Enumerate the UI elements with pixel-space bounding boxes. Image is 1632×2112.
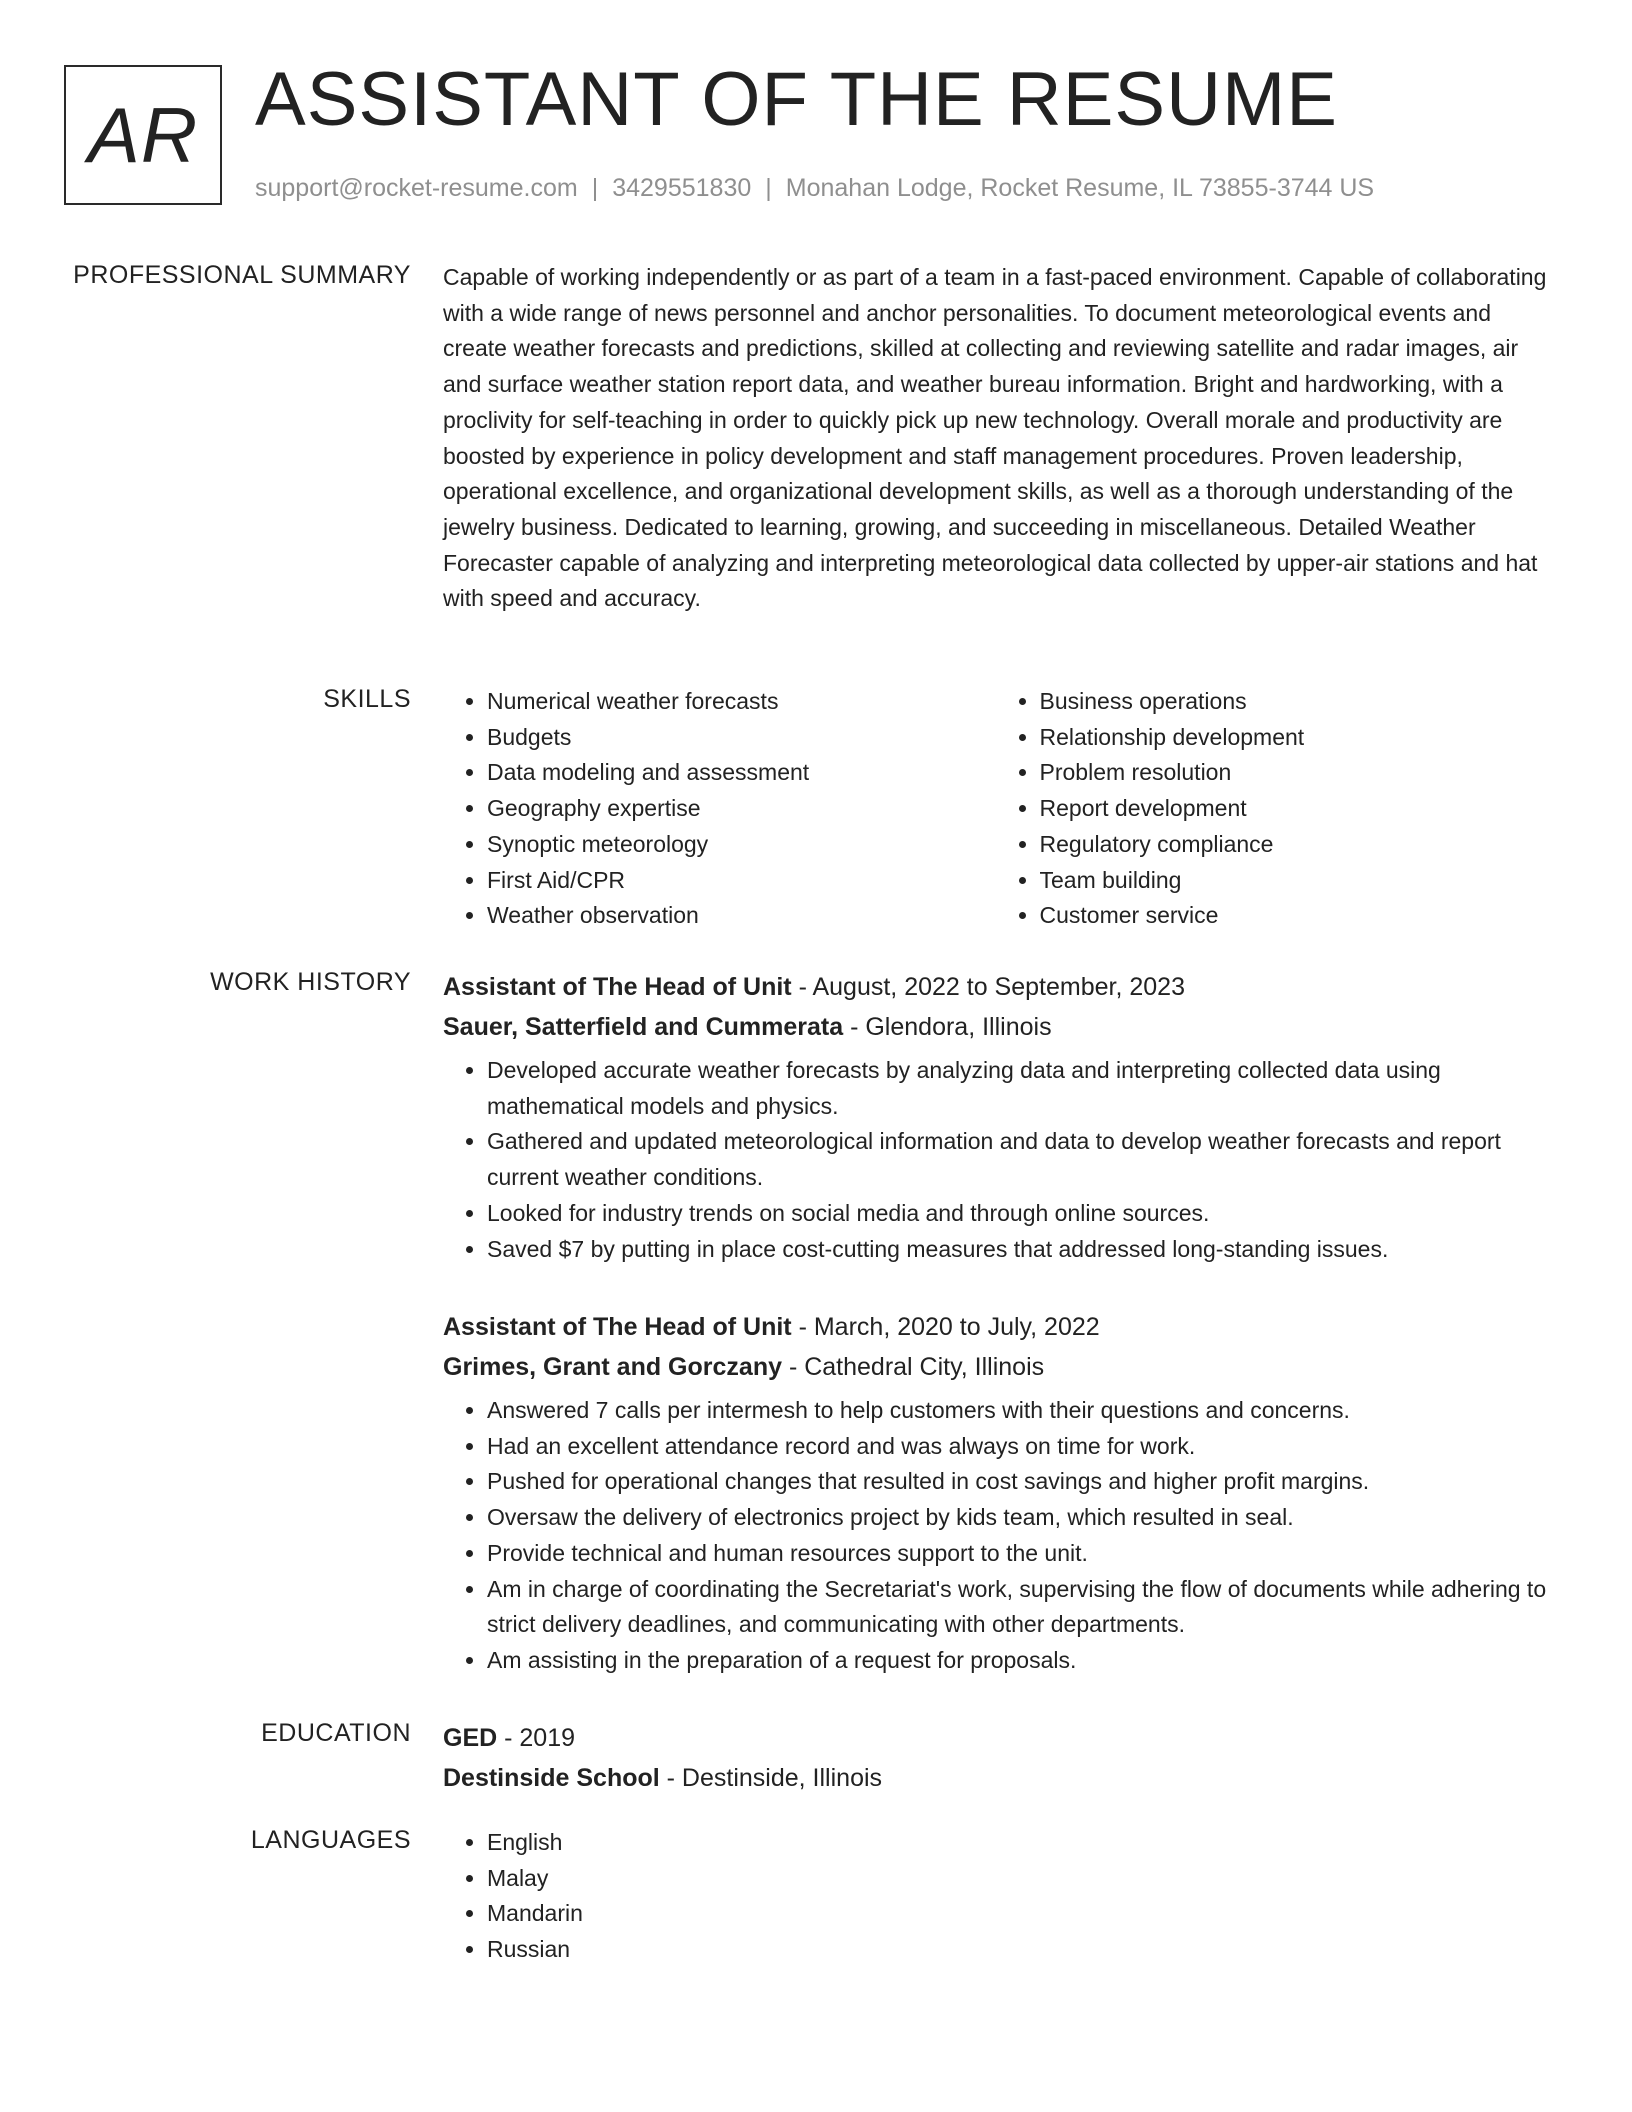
list-item: • Numerical weather forecasts — [487, 684, 996, 720]
job-company: Sauer, Satterfield and Cummerata — [443, 1013, 844, 1041]
list-item: • Report development — [1040, 791, 1549, 827]
job-dates: - March, 2020 to July, 2022 — [791, 1313, 1100, 1341]
resume-name: ASSISTANT OF THE RESUME — [255, 57, 1338, 142]
job-bullets — [443, 1053, 1548, 1267]
summary-body — [443, 260, 1548, 617]
job-company: Grimes, Grant and Gorczany — [443, 1353, 782, 1381]
list-item: • Saved $7 by putting in place cost-cutting measures that addressed long-standing issues. — [487, 1232, 1548, 1268]
list-item: • Budgets — [487, 720, 996, 756]
job-title: Assistant of The Head of Unit — [443, 973, 792, 1001]
list-item: • Russian — [487, 1932, 1548, 1968]
separator: | — [591, 174, 599, 202]
job-title-line — [443, 1307, 1548, 1347]
separator: | — [765, 174, 772, 202]
list-item: • Data modeling and assessment — [487, 755, 996, 791]
list-item: • Problem resolution — [1040, 755, 1549, 791]
job-dates: - August, 2022 to September, 2023 — [791, 973, 1185, 1001]
list-item: • Am in charge of coordinating the Secretariat's work, supervising the flow of documents while adhering to strict delivery deadlines, and communicating with other departments. — [487, 1572, 1548, 1643]
skills-list-right — [996, 684, 1549, 934]
job-title-line — [443, 967, 1548, 1007]
contact-line — [255, 173, 1374, 203]
job-location: - Cathedral City, Illinois — [782, 1353, 1045, 1381]
school: Destinside School — [443, 1764, 660, 1792]
school-location: - Destinside, Illinois — [659, 1764, 883, 1792]
degree: GED — [443, 1724, 498, 1752]
list-item: • Malay — [487, 1861, 1548, 1897]
work-body-2 — [443, 1307, 1548, 1679]
list-item: • Am assisting in the preparation of a request for proposals. — [487, 1643, 1548, 1679]
monogram: AR — [64, 65, 222, 205]
list-item: • Developed accurate weather forecasts by analyzing data and interpreting collected data using mathematical models and physics. — [487, 1053, 1548, 1124]
skills-list-left — [443, 684, 996, 934]
list-item: • Oversaw the delivery of electronics project by kids team, which resulted in seal. — [487, 1500, 1548, 1536]
list-item: • Relationship development — [1040, 720, 1549, 756]
job-company-line — [443, 1347, 1548, 1387]
languages-list — [443, 1825, 1548, 1968]
list-item: • Regulatory compliance — [1040, 827, 1549, 863]
email[interactable]: support@rocket-resume.com — [255, 174, 578, 202]
list-item: • Pushed for operational changes that resulted in cost savings and higher profit margins. — [487, 1464, 1548, 1500]
list-item: • Customer service — [1040, 898, 1549, 934]
list-item: • Gathered and updated meteorological information and data to develop weather forecasts and report current weather conditions. — [487, 1124, 1548, 1195]
job-title: Assistant of The Head of Unit — [443, 1313, 792, 1341]
summary-label: PROFESSIONAL SUMMARY — [73, 261, 411, 289]
list-item: • Had an excellent attendance record and was always on time for work. — [487, 1429, 1548, 1465]
work-body — [443, 967, 1548, 1267]
list-item: • Looked for industry trends on social media and through online sources. — [487, 1196, 1548, 1232]
phone[interactable]: 3429551830 — [612, 174, 752, 202]
languages-label: LANGUAGES — [250, 1826, 411, 1854]
languages-body — [443, 1825, 1548, 1968]
job-bullets — [443, 1393, 1548, 1679]
education-body — [443, 1718, 1548, 1798]
list-item: • Team building — [1040, 863, 1549, 899]
address: Monahan Lodge, Rocket Resume, IL 73855-3744 US — [785, 174, 1375, 202]
skills-label: SKILLS — [323, 685, 411, 713]
job-entry — [443, 967, 1548, 1267]
school-line — [443, 1758, 1548, 1798]
list-item: • Business operations — [1040, 684, 1549, 720]
summary-text: Capable of working independently or as part of a team in a fast-paced environment. Capable of collaborating with a wide range of news personnel and anchor personalities. To document meteorological events and create weather forecasts and predictions, skilled at collecting and reviewing satellite and radar images, air and surface weather station report data, and weather bureau information. Bright and hardworking, with a proclivity for self-teaching in order to quickly pick up new technology. Overall morale and productivity are boosted by experience in policy development and staff management procedures. Proven leadership, operational excellence, and organizational development skills, as well as a thorough understanding of the jewelry business. Dedicated to learning, growing, and succeeding in miscellaneous. Detailed Weather Forecaster capable of analyzing and interpreting meteorological data collected by upper-air stations and hat with speed and accuracy. — [443, 264, 1547, 612]
degree-line — [443, 1718, 1548, 1758]
list-item: • Geography expertise — [487, 791, 996, 827]
list-item: • Answered 7 calls per intermesh to help customers with their questions and concerns. — [487, 1393, 1548, 1429]
job-entry — [443, 1307, 1548, 1679]
job-company-line — [443, 1007, 1548, 1047]
list-item: • Provide technical and human resources support to the unit. — [487, 1536, 1548, 1572]
list-item: • English — [487, 1825, 1548, 1861]
list-item: • First Aid/CPR — [487, 863, 996, 899]
job-location: - Glendora, Illinois — [843, 1013, 1052, 1041]
skills-body — [443, 684, 1548, 934]
work-label: WORK HISTORY — [210, 968, 411, 996]
degree-year: - 2019 — [497, 1724, 576, 1752]
list-item: • Mandarin — [487, 1896, 1548, 1932]
list-item: • Synoptic meteorology — [487, 827, 996, 863]
list-item: • Weather observation — [487, 898, 996, 934]
education-label: EDUCATION — [261, 1719, 411, 1747]
